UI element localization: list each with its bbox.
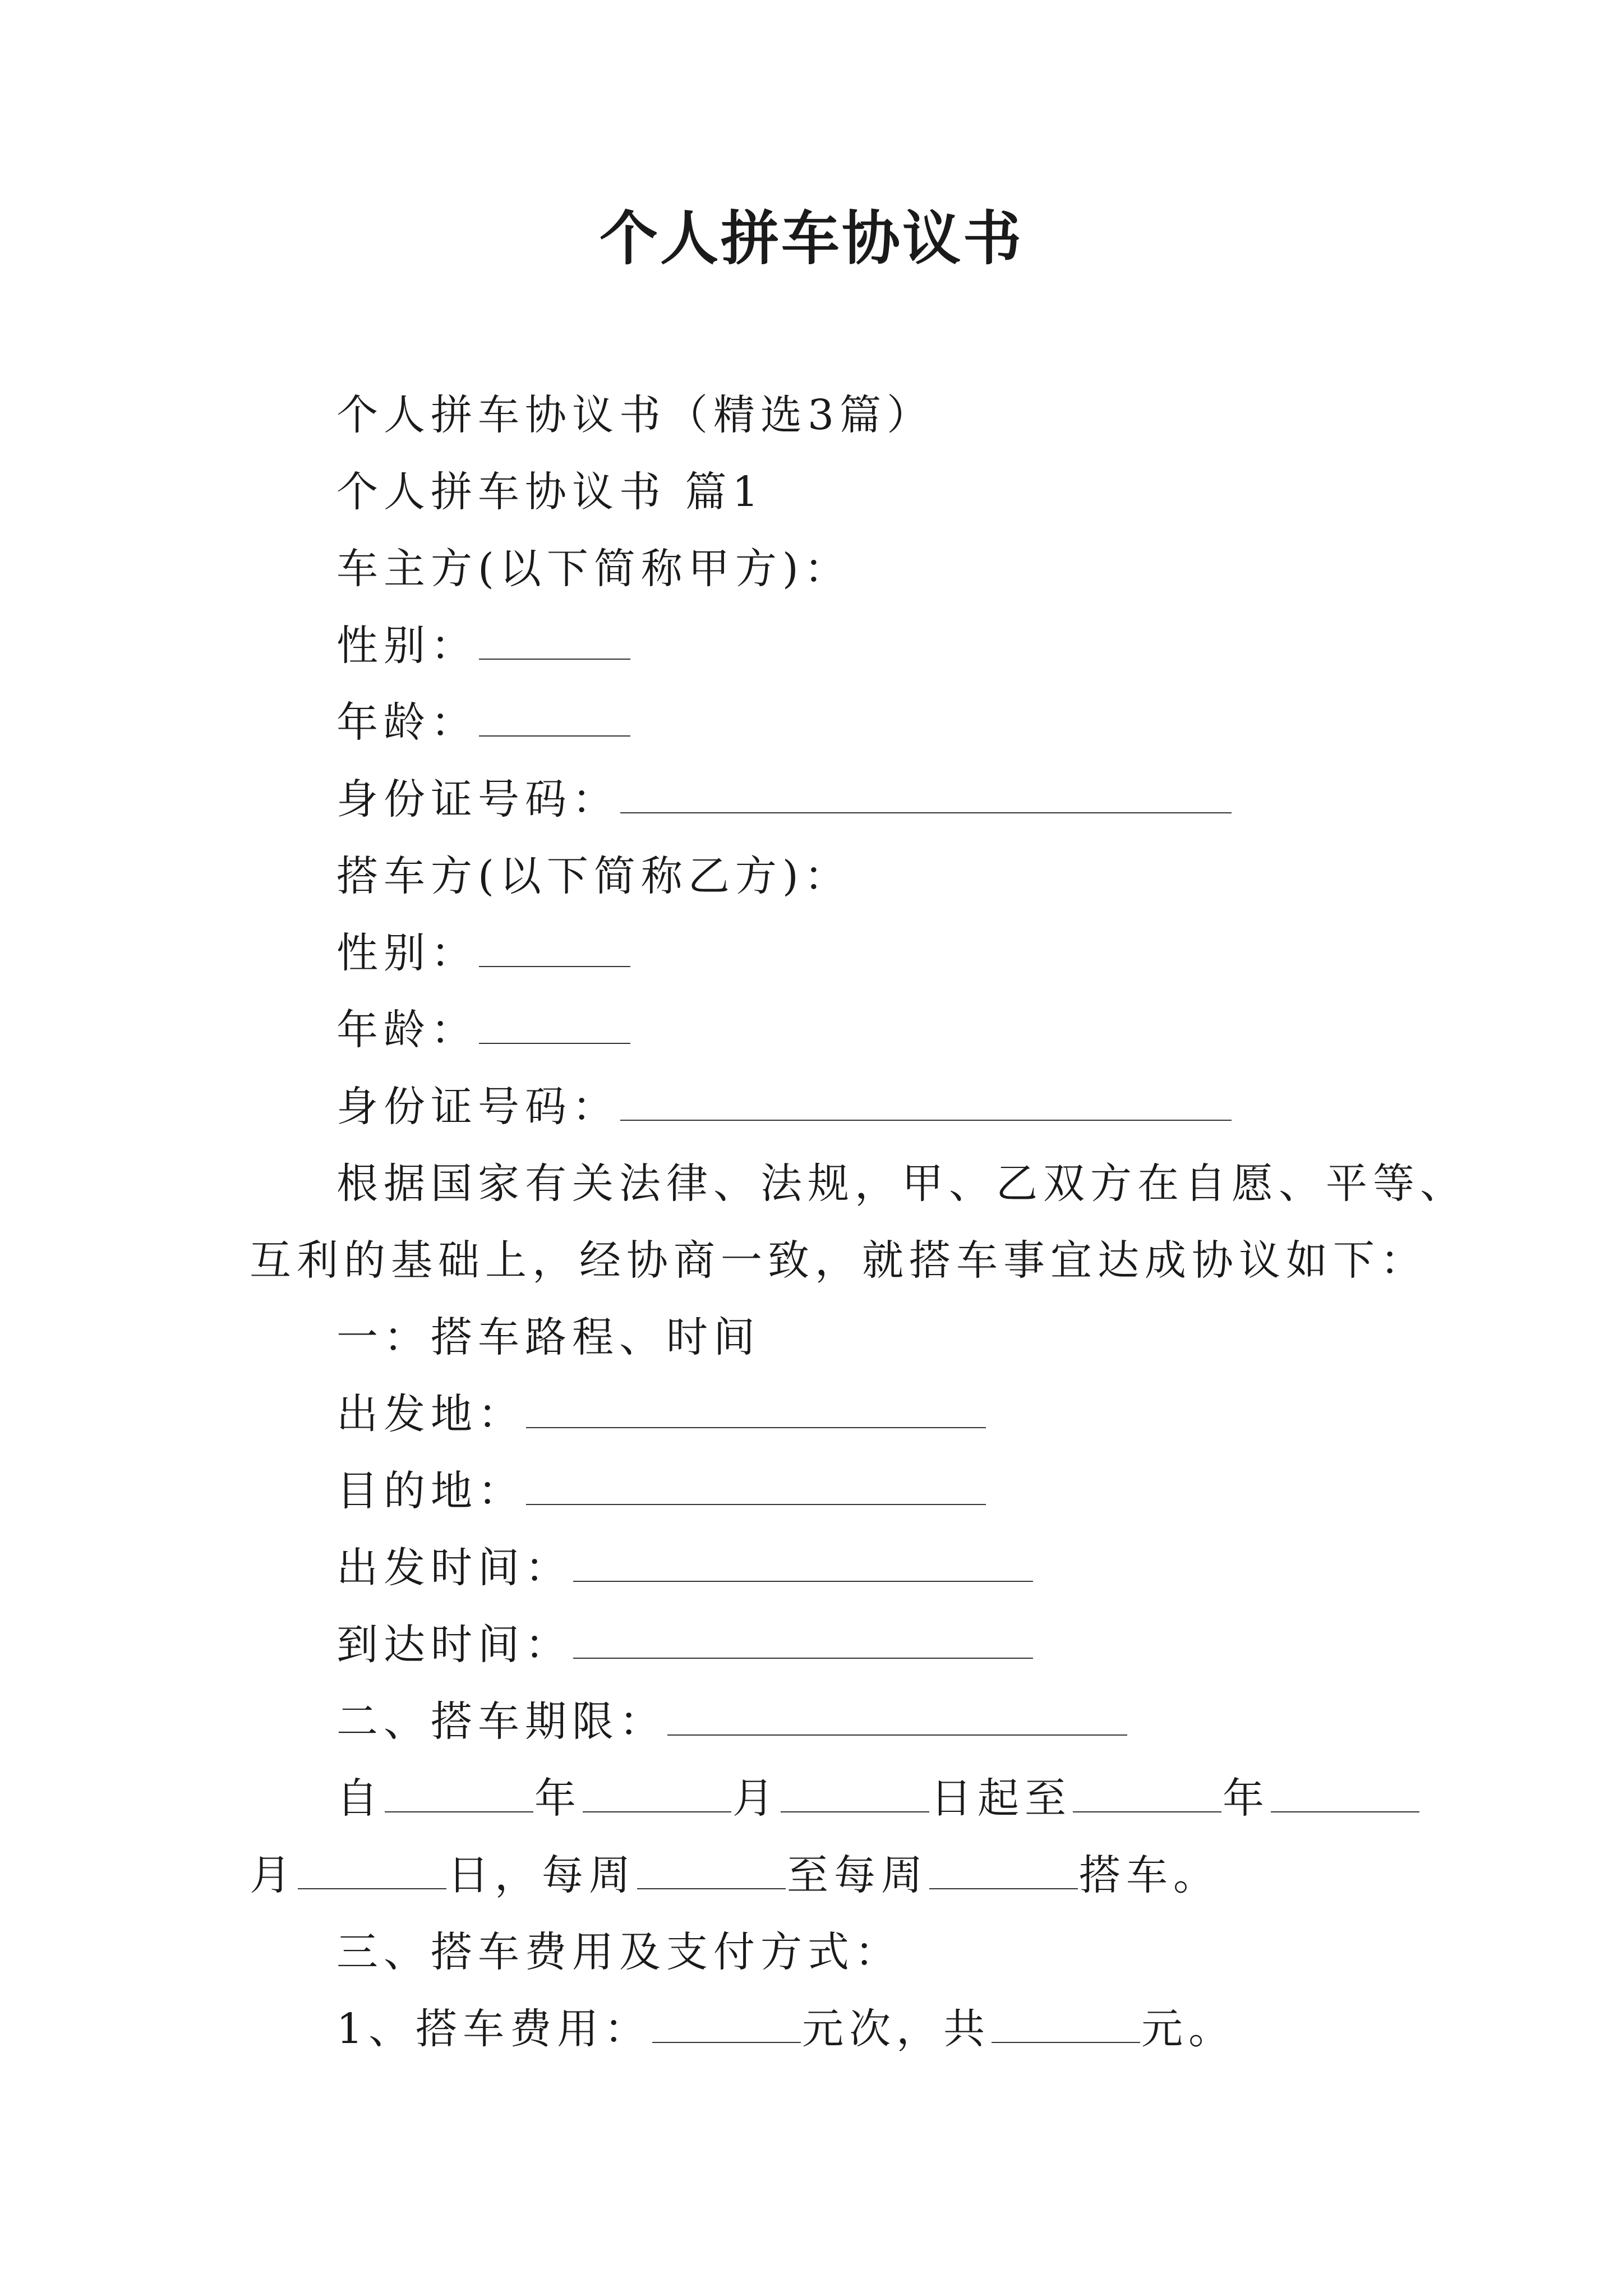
month-1-text: 月 [732,1774,780,1823]
departure-time-blank[interactable] [573,1547,1033,1582]
party-a-heading [0,531,1623,608]
party-a-age-label: 年龄： [336,698,478,747]
party-a-gender-row [0,608,1623,684]
party-b-gender-blank[interactable] [479,932,630,967]
start-month-blank[interactable] [583,1778,731,1812]
party-a-age-blank[interactable] [479,702,630,737]
departure-blank[interactable] [526,1393,986,1428]
party-b-id-label: 身份证号码： [336,1083,619,1131]
period-from-text: 自 [336,1774,384,1823]
clause-2-heading-text: 二、搭车期限： [336,1697,666,1746]
preamble-line-2 [0,1222,1623,1299]
period-line-2 [0,1837,1623,1914]
section-heading [0,454,1623,531]
to-weekly-text: 至每周 [787,1851,928,1899]
party-b-heading [0,838,1623,915]
arrival-time-blank[interactable] [573,1624,1033,1659]
yuan-end-text: 元。 [1141,2005,1236,2053]
clause-1-heading [0,1299,1623,1376]
subtitle-text: 个人拼车协议书（精选3篇） [336,391,934,439]
departure-row [0,1376,1623,1453]
month-2-text: 月 [250,1851,297,1899]
party-b-gender-row [0,915,1623,992]
destination-label: 目的地： [336,1467,525,1515]
party-b-age-label: 年龄： [336,1006,478,1054]
end-month-blank-a[interactable] [1271,1778,1419,1812]
period-line-1 [0,1760,1623,1837]
day-start-to-text: 日起至 [930,1774,1072,1823]
party-a-gender-label: 性别： [336,622,478,670]
start-day-blank[interactable] [781,1778,929,1812]
preamble-line-2-text: 互利的基础上，经协商一致，就搭车事宜达成协议如下： [250,1236,1427,1285]
ride-text: 搭车。 [1079,1851,1220,1899]
year-1-text: 年 [534,1774,582,1823]
party-a-id-blank[interactable] [620,779,1232,813]
arrival-time-row [0,1607,1623,1683]
clause-3-heading-text: 三、搭车费用及支付方式： [336,1928,902,1976]
clause-3-heading [0,1914,1623,1991]
start-year-blank[interactable] [385,1778,533,1812]
clause-1-heading-text: 一：搭车路程、时间 [336,1313,760,1361]
departure-time-row [0,1530,1623,1607]
per-trip-text: 元次，共 [802,2005,991,2053]
party-b-age-row [0,992,1623,1069]
clause-2-heading [0,1683,1623,1760]
party-b-id-row [0,1069,1623,1145]
party-a-id-row [0,761,1623,838]
party-a-gender-blank[interactable] [479,625,630,660]
preamble-line-1 [0,1145,1623,1222]
party-b-age-blank[interactable] [479,1009,630,1044]
party-a-heading-text: 车主方(以下简称甲方)： [336,545,851,593]
party-a-id-label: 身份证号码： [336,775,619,823]
document-title: 个人拼车协议书 [599,204,1023,273]
day-2-weekly-text: 日，每周 [448,1851,636,1899]
weekday-end-blank[interactable] [929,1855,1078,1889]
party-a-age-row [0,684,1623,761]
end-day-blank[interactable] [298,1855,446,1889]
weekday-start-blank[interactable] [637,1855,786,1889]
party-b-id-blank[interactable] [620,1086,1232,1121]
subtitle [0,377,1623,454]
section-heading-text: 个人拼车协议书 篇1 [336,468,764,516]
destination-blank[interactable] [526,1470,986,1505]
party-b-heading-text: 搭车方(以下简称乙方)： [336,852,851,900]
party-b-gender-label: 性别： [336,929,478,977]
departure-label: 出发地： [336,1390,525,1438]
fee-row [0,1991,1623,2068]
document-body [0,377,1623,2068]
destination-row [0,1453,1623,1530]
fee-total-blank[interactable] [992,2008,1140,2043]
year-2-text: 年 [1223,1774,1270,1823]
fee-label: 1、搭车费用： [336,2005,652,2053]
period-blank[interactable] [667,1701,1127,1736]
end-year-blank[interactable] [1073,1778,1221,1812]
fee-per-trip-blank[interactable] [652,2008,801,2043]
preamble-line-1-text: 根据国家有关法律、法规，甲、乙双方在自愿、平等、 [336,1159,1467,1208]
arrival-time-label: 到达时间： [336,1621,572,1669]
departure-time-label: 出发时间： [336,1544,572,1592]
